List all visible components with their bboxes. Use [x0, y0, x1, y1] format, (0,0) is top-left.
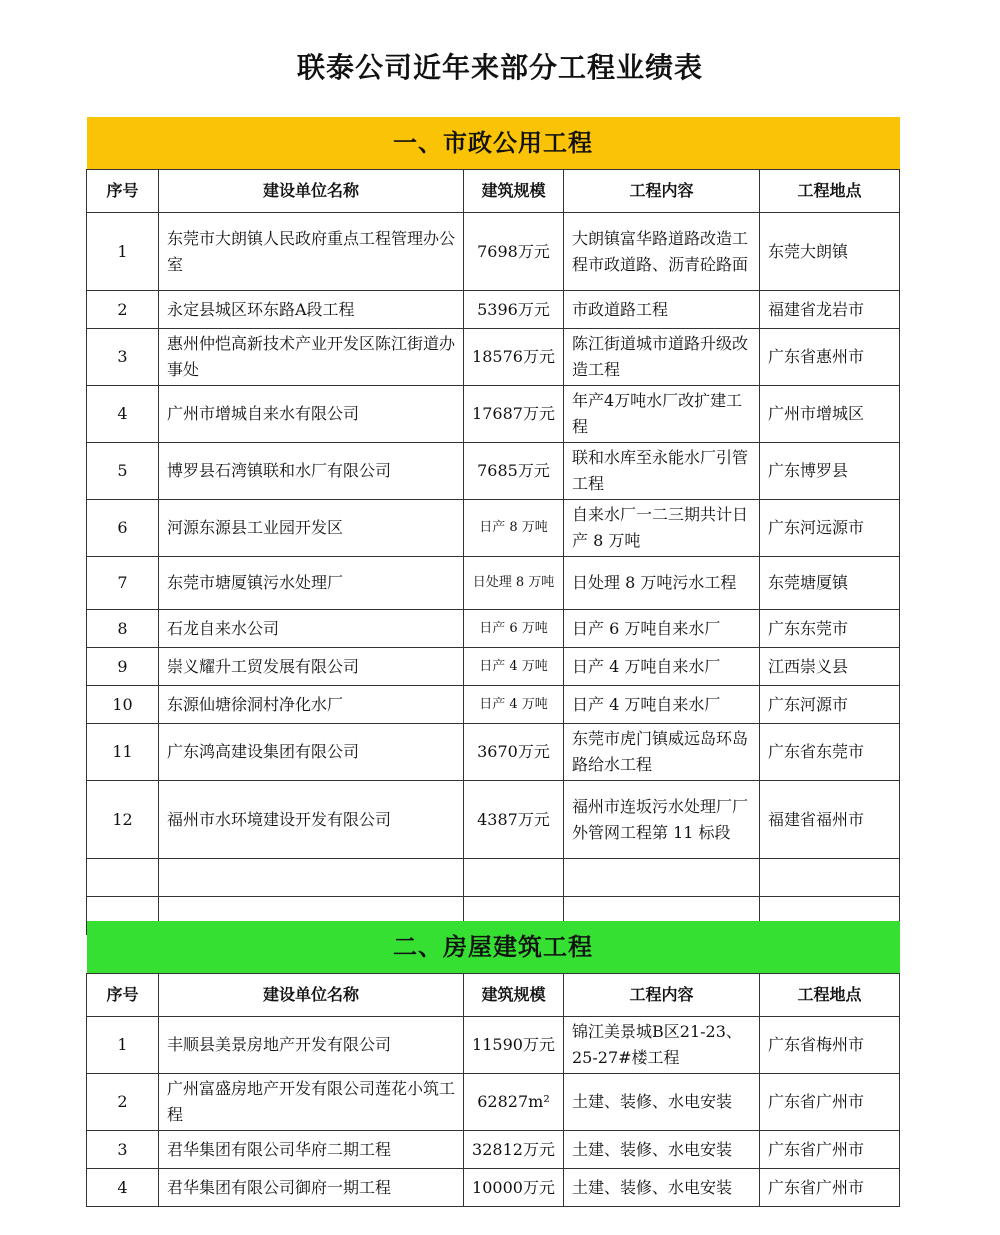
row-number: 12: [87, 781, 159, 859]
table-row: [87, 686, 900, 724]
owner-name: 丰顺县美景房地产开发有限公司: [159, 1017, 464, 1074]
project-scale: 7698万元: [464, 213, 564, 291]
project-location: 广东博罗县: [760, 443, 900, 500]
section-title: 一、市政公用工程: [87, 117, 900, 170]
header-cell: 建筑规模: [464, 974, 564, 1017]
project-content: 日产 4 万吨自来水厂: [564, 686, 760, 724]
table-row: [87, 500, 900, 557]
row-number: 9: [87, 648, 159, 686]
project-scale: 7685万元: [464, 443, 564, 500]
project-content: 日处理 8 万吨污水工程: [564, 557, 760, 610]
row-number: 2: [87, 291, 159, 329]
empty-row: [87, 859, 900, 897]
row-number: 2: [87, 1074, 159, 1131]
project-scale: 4387万元: [464, 781, 564, 859]
row-number: 4: [87, 386, 159, 443]
row-number: 6: [87, 500, 159, 557]
project-scale: 日产 6 万吨: [464, 610, 564, 648]
header-cell: 工程地点: [760, 974, 900, 1017]
table-row: [87, 557, 900, 610]
owner-name: 惠州仲恺高新技术产业开发区陈江街道办事处: [159, 329, 464, 386]
header-cell: 建筑规模: [464, 170, 564, 213]
section-band: [87, 921, 900, 974]
project-location: 广东省广州市: [760, 1131, 900, 1169]
project-content: 土建、装修、水电安装: [564, 1169, 760, 1207]
project-location: 广东东莞市: [760, 610, 900, 648]
header-row: [87, 170, 900, 213]
header-cell: 工程内容: [564, 170, 760, 213]
owner-name: 福州市水环境建设开发有限公司: [159, 781, 464, 859]
project-location: 福建省福州市: [760, 781, 900, 859]
table-row: [87, 1074, 900, 1131]
row-number: 1: [87, 213, 159, 291]
owner-name: 东莞市大朗镇人民政府重点工程管理办公室: [159, 213, 464, 291]
project-location: 广东省广州市: [760, 1074, 900, 1131]
project-content: 日产 6 万吨自来水厂: [564, 610, 760, 648]
section-title: 二、房屋建筑工程: [87, 921, 900, 974]
owner-name: 永定县城区环东路A段工程: [159, 291, 464, 329]
header-cell: 工程内容: [564, 974, 760, 1017]
project-location: 广东省梅州市: [760, 1017, 900, 1074]
header-cell: 序号: [87, 170, 159, 213]
project-scale: 10000万元: [464, 1169, 564, 1207]
table-row: [87, 610, 900, 648]
header-row: [87, 974, 900, 1017]
table-row: [87, 443, 900, 500]
header-cell: 建设单位名称: [159, 170, 464, 213]
project-scale: 62827m²: [464, 1074, 564, 1131]
project-content: 东莞市虎门镇威远岛环岛路给水工程: [564, 724, 760, 781]
table-row: [87, 329, 900, 386]
empty-cell: [87, 859, 159, 897]
owner-name: 博罗县石湾镇联和水厂有限公司: [159, 443, 464, 500]
empty-cell: [760, 859, 900, 897]
project-location: 东莞塘厦镇: [760, 557, 900, 610]
empty-cell: [464, 859, 564, 897]
project-scale: 18576万元: [464, 329, 564, 386]
project-location: 福建省龙岩市: [760, 291, 900, 329]
table-row: [87, 781, 900, 859]
project-content: 土建、装修、水电安装: [564, 1074, 760, 1131]
project-content: 市政道路工程: [564, 291, 760, 329]
row-number: 5: [87, 443, 159, 500]
project-scale: 5396万元: [464, 291, 564, 329]
row-number: 3: [87, 1131, 159, 1169]
table-row: [87, 1169, 900, 1207]
project-content: 锦江美景城B区21-23、25-27#楼工程: [564, 1017, 760, 1074]
section-band: [87, 117, 900, 170]
owner-name: 东源仙塘徐洞村净化水厂: [159, 686, 464, 724]
header-cell: 建设单位名称: [159, 974, 464, 1017]
project-scale: 日处理 8 万吨: [464, 557, 564, 610]
table-row: [87, 724, 900, 781]
page-title: 联泰公司近年来部分工程业绩表: [296, 51, 703, 84]
project-content: 日产 4 万吨自来水厂: [564, 648, 760, 686]
project-scale: 32812万元: [464, 1131, 564, 1169]
table-body: [87, 213, 900, 935]
header-cell: 序号: [87, 974, 159, 1017]
owner-name: 君华集团有限公司御府一期工程: [159, 1169, 464, 1207]
row-number: 10: [87, 686, 159, 724]
owner-name: 广州市增城自来水有限公司: [159, 386, 464, 443]
owner-name: 石龙自来水公司: [159, 610, 464, 648]
table-row: [87, 386, 900, 443]
table-body: [87, 1017, 900, 1207]
project-content: 土建、装修、水电安装: [564, 1131, 760, 1169]
project-content: 联和水库至永能水厂引管工程: [564, 443, 760, 500]
project-scale: 日产 4 万吨: [464, 648, 564, 686]
row-number: 4: [87, 1169, 159, 1207]
building-table: [86, 921, 900, 1207]
row-number: 1: [87, 1017, 159, 1074]
row-number: 7: [87, 557, 159, 610]
owner-name: 广东鸿高建设集团有限公司: [159, 724, 464, 781]
project-location: 广州市增城区: [760, 386, 900, 443]
owner-name: 崇义耀升工贸发展有限公司: [159, 648, 464, 686]
row-number: 3: [87, 329, 159, 386]
project-scale: 17687万元: [464, 386, 564, 443]
table-row: [87, 213, 900, 291]
project-content: 大朗镇富华路道路改造工程市政道路、沥青砼路面: [564, 213, 760, 291]
owner-name: 君华集团有限公司华府二期工程: [159, 1131, 464, 1169]
project-scale: 11590万元: [464, 1017, 564, 1074]
project-content: 福州市连坂污水处理厂厂外管网工程第 11 标段: [564, 781, 760, 859]
owner-name: 东莞市塘厦镇污水处理厂: [159, 557, 464, 610]
project-scale: 日产 8 万吨: [464, 500, 564, 557]
owner-name: 广州富盛房地产开发有限公司莲花小筑工程: [159, 1074, 464, 1131]
project-location: 广东省东莞市: [760, 724, 900, 781]
project-content: 年产4万吨水厂改扩建工程: [564, 386, 760, 443]
project-location: 广东省惠州市: [760, 329, 900, 386]
project-scale: 日产 4 万吨: [464, 686, 564, 724]
project-content: 自来水厂一二三期共计日产 8 万吨: [564, 500, 760, 557]
table-row: [87, 291, 900, 329]
project-scale: 3670万元: [464, 724, 564, 781]
owner-name: 河源东源县工业园开发区: [159, 500, 464, 557]
header-cell: 工程地点: [760, 170, 900, 213]
row-number: 11: [87, 724, 159, 781]
project-location: 广东河远源市: [760, 500, 900, 557]
row-number: 8: [87, 610, 159, 648]
project-location: 东莞大朗镇: [760, 213, 900, 291]
project-location: 广东河源市: [760, 686, 900, 724]
table-row: [87, 1017, 900, 1074]
table-row: [87, 648, 900, 686]
project-location: 江西崇义县: [760, 648, 900, 686]
municipal-table: [86, 117, 900, 935]
project-location: 广东省广州市: [760, 1169, 900, 1207]
empty-cell: [159, 859, 464, 897]
empty-cell: [564, 859, 760, 897]
table-row: [87, 1131, 900, 1169]
project-content: 陈江街道城市道路升级改造工程: [564, 329, 760, 386]
